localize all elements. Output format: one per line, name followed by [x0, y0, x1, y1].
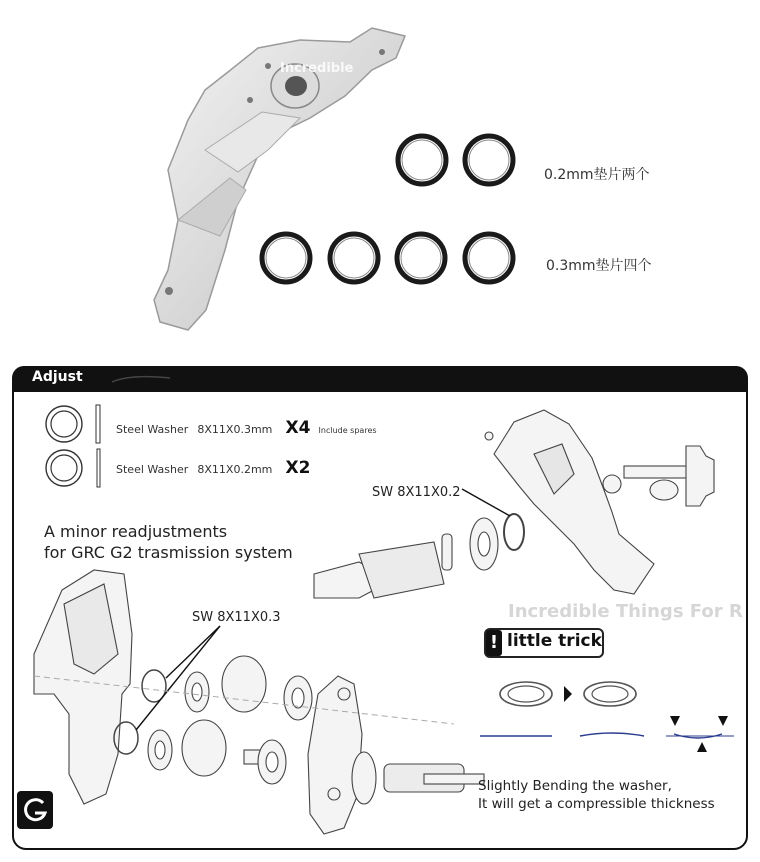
item-spec: 8X11X0.2mm: [197, 463, 273, 476]
exclamation-icon: !: [486, 630, 502, 656]
item-note: Include spares: [318, 426, 377, 435]
washers-02-label: 0.2mm垫片两个: [544, 167, 650, 183]
arrow-right-icon: [564, 686, 572, 702]
item-name: Steel Washer: [116, 423, 189, 436]
arrow-down-icon: [718, 716, 728, 726]
bending-diagram: [476, 672, 746, 762]
g-logo-icon: [17, 791, 53, 829]
adjust-title: Adjust: [32, 369, 83, 385]
photo-watermark: Incredible: [280, 61, 354, 76]
arrow-up-icon: [697, 742, 707, 752]
header-swoosh-icon: [110, 372, 180, 386]
watermark-text: Incredible Things For R: [508, 601, 743, 622]
bend-note-line-2: It will get a compressible thickness: [478, 796, 715, 812]
callout-sw-03: SW 8X11X0.3: [192, 610, 281, 625]
description-line-2: for GRC G2 trasmission system: [44, 543, 293, 562]
item-spec: 8X11X0.3mm: [197, 423, 273, 436]
arrow-down-icon: [670, 716, 680, 726]
description-line-1: A minor readjustments: [44, 522, 228, 541]
callout-sw-02: SW 8X11X0.2: [372, 485, 461, 500]
bend-note-line-1: Slightly Bending the washer,: [478, 778, 672, 794]
brand-logo: [17, 791, 53, 829]
item-qty: X4: [285, 418, 311, 438]
item-name: Steel Washer: [116, 463, 189, 476]
little-trick-title: little trick: [507, 631, 602, 651]
item-qty: X2: [285, 458, 311, 478]
washers-03-label: 0.3mm垫片四个: [546, 258, 652, 274]
